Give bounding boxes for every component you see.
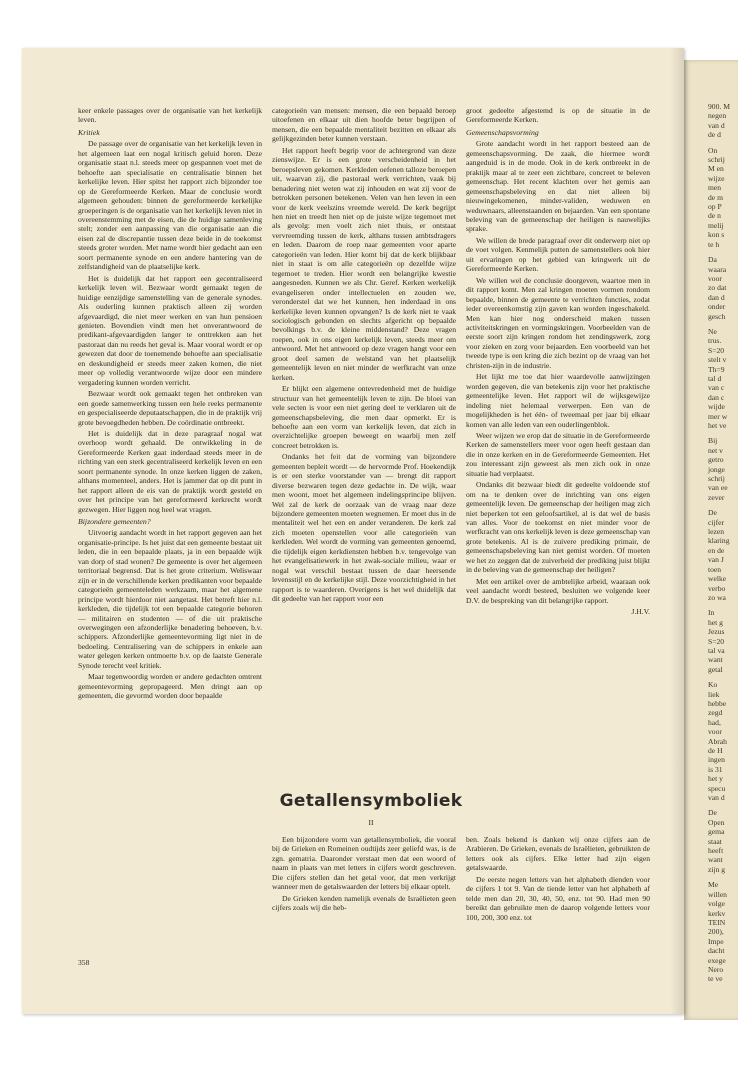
intro-text: keer enkele passages over de organisatie van het kerkelijk leven. [78,106,262,125]
section-heading-bijzondere-gemeenten: Bijzondere gemeenten? [78,517,151,527]
adjacent-page-fragment: De cijfer lezen klaring en de van J toen welke verbo zo wa [708,508,730,602]
paragraph: Er blijkt een algemene ontevredenheid met de huidige structuur van het gemeentelijk leven te zijn. De bloei van vele secten is voor een niet gering deel te verklaren uit de gemeenschapsbeleving, die men daar opmerkt. Er is behoefte aan een vorm van kerkelijk leven, dat zich in overzichtelijke groepen beweegt en waarbij men zelf concreet betrokken is. [272,384,456,450]
adjacent-page-fragment: Ko liek hebbe zegd had, voor Abrah de H ingen is 31 het y specu van d [708,680,727,803]
paragraph: categorieën van mensen: mensen, die een bepaald beroep uitoefenen en elkaar uit dien hoofde beter begrijpen of mensen, die een bepaalde mentaliteit bezitten en elkaar als gelijkgezinden beter kunnen verstaan. [272,106,456,144]
paragraph: De passage over de organisatie van het kerkelijk leven in het algemeen laat een nogal kritisch geluid horen. Deze organisatie staat n.l. steeds meer op gespannen voet met de behoefte aan specialisatie en centralisatie binnen het kerkelijke leven. Hier spitst het rapport zich bijzonder toe op de Gereformeerde Kerken. Maar de conclusie wordt algemeen gehouden: binnen de gereformeerde kerkelijke groeperingen is de organisatie van het kerkelijk leven niet in overeenstemming met de eisen, die de huidige samenleving stelt; zonder een aanpassing van die organisatie aan die eisen zal de discrepantie tussen deze beide in de toekomst steeds groter worden. Met name wordt hier gedacht aan een soort permanente synode en een andere hantering van de zelfstandigheid van de plaatselijke kerk. [78,139,262,272]
paragraph: Grote aandacht wordt in het rapport besteed aan de gemeenschapsvorming. De zaak, die hiermee wordt aangeduid is in de mode. Ook in de kerk ontbreekt in de praktijk maar al te zeer een zichtbare, concreet te beleven gemeenschap. Het recent klachten over het gemis aan gemeenschapsbeleving en dat niet alleen bij nieuwingekomenen, minder-validen, weduwen en weduwnaars, alleenstaanden en bejaarden. Van een spontane beleving van de gemeenschap der heiligen is nauwelijks sprake. [466,139,650,234]
magazine-page [22,48,684,1014]
paragraph: Bezwaar wordt ook gemaakt tegen het ontbreken van een goede samenwerking tussen een hele reeks permanente en gespecialiseerde deputaatschappen, die in de praktijk vrij grote bevoegdheden hebben. De coördinatie ontbreekt. [78,389,262,427]
paragraph: Het is duidelijk dat het rapport een gecentraliseerd kerkelijk leven wil. Bezwaar wordt gemaakt tegen de huidige eenzijdige samenstelling van de generale synodes. Als ouderling kunnen praktisch alleen zij worden afgevaardigd, die niet meer werken en van hun pensioen genieten. Bovendien vindt men het onverantwoord de predikant-afgevaardigden langer te onttrekken aan het pastoraat dan nu reeds het geval is. Maar vooral wordt er op gewezen dat door de toenemende behoefte aan specialisatie en deskundigheid er steeds meer zaken komen, die niet meer op volledig verantwoorde wijze door een mindere vergadering kunnen worden verricht. [78,273,262,387]
adjacent-page-fragment: Me willen volge kerkv TEIN 200), Impe dacht exege Nero te ve [708,880,727,984]
paragraph: We willen de brede paragraaf over dit onderwerp niet op de voet volgen. Kenmelijk putten de samenstellers ook hier uit ervaringen op het gebied van kringwerk uit de Gereformeerde Kerken. [466,235,650,274]
paragraph: Maar tegenwoordig worden er andere gedachten omtrent gemeentevorming gepropageerd. Men dringt aan op gemeenten, die gevormd worden door bepaalde [78,672,262,701]
column-3 [466,106,650,617]
author-signature: J.H.V. [631,607,650,617]
adjacent-page-fragment: On schrij M en wijze men de m op P de n melij kon s te h [708,145,725,249]
article-part-number: II [368,818,374,827]
paragraph: Het lijkt me toe dat hier waardevolle aanwijzingen worden gegeven, die van betekenis zijn voor het praktische gemeentelijke leven. Het rapport wil de wijksgewijze indeling niet helemaal verwerpen. Een van de mogelijkheden is het één- of tweemaal per jaar bij elkaar komen van alle leden van een ouderlingenblok. [466,372,650,429]
paragraph: Het is duidelijk dat in deze paragraaf nogal wat overhoop wordt gehaald. De ontwikkeling in de Gereformeerde Kerken gaat inderdaad steeds meer in de richting van een sterk gecentraliseerd kerkelijk leven en een soort permanente synode. In onze kerken liggen de zaken, althans momenteel, anders. Het is jammer dat op dit punt in het rapport alleen de eis van de praktijk wordt gesteld en over het principe van het gereformeerd kerkrecht wordt gezwegen. Hier liggen nog heel wat vragen. [78,428,262,514]
adjacent-page-fragment: Bij net v getro jonge schrij van ee zever [708,436,728,502]
adjacent-page-fragment: Ne trus. S=20 stelt v Th=9 tal d van c dan c wijde mer w het ve [708,326,728,430]
adjacent-page-fragment: Da waara voor zo dat dan d onder gesch [708,255,727,321]
adjacent-page-fragment: In het g Jezus S=20 tal va want getal [708,608,725,674]
article-column-right [466,835,650,924]
column-1 [78,106,262,703]
paragraph: Met een artikel over de ambtelijke arbeid, waaraan ook veel aandacht wordt besteed, besluiten we volgende keer D.V. de bespreking van dit belangrijke rapport. [466,576,650,605]
paragraph: Weer wijzen we erop dat de situatie in de Gereformeerde Kerken de samenstellers meer voor ogen heeft gestaan dan die in onze kerken en in de Gereformeerde Gemeenten. Het zou interessant zijn geweest als men zich ook in onze situatie had verplaatst. [466,430,650,478]
paragraph: De Grieken kenden namelijk evenals de Israëlieten geen cijfers zoals wij die heb- [272,893,456,913]
adjacent-page [684,60,738,1020]
paragraph: Een bijzondere vorm van getallensymboliek, die vooral bij de Grieken en Romeinen oudtijds zeer geliefd was, is de zgn. gematria. Daaronder verstaat men dat een woord of naam in plaats van met letters in cijfers wordt geschreven. Die cijfers stellen dan het getal voor, dat men verkrijgt wanneer men de getalswaarden der letters bij elkaar optelt. [272,835,456,892]
paragraph: Uitvoerig aandacht wordt in het rapport gegeven aan het organisatie-principe. Is het juist dat een gemeente bestaat uit leden, die in een bepaalde plaats, ja in een bepaalde wijk van dorp of stad wonen? De gemeente is over het algemeen territoriaal begrensd. Dat is het grote criterium. Weliswaar zijn er in de verschillende kerken predikanten voor bepaalde categorieën gemeenteleden werkzaam, maar het algemene principe wordt hierdoor niet aangetast. Het betreft hier n.l. kerkleden, die tijdelijk tot een bepaalde categorie behoren — militairen en studenten — of die uit praktische overwegingen een afzonderlijke benadering behoeven, b.v. schippers. Afzonderlijke gemeentevorming ligt niet in de bedoeling. Centralisering van de schippers in enkele aan water gelegen kerken ontmoette b.v. op de laatste Generale Synode terecht veel kritiek. [78,528,262,670]
adjacent-page-text [708,102,738,990]
adjacent-page-fragment: 900. M negen van d de d [708,102,730,140]
paragraph: De eerste negen letters van het alphabeth dienden voor de cijfers 1 tot 9. Van de tiende letter van het alphabeth af telde men dan 20, 30, 40, 50, enz. tot 90. Had men 90 bereikt dan gebruikte men de daarop volgende letters voor 100, 200, 300 enz. tot [466,874,650,922]
paragraph: Ondanks het feit dat de vorming van bijzondere gemeenten bepleit wordt — de hervormde Prof. Hoekendijk is er een sterke voorstander van — brengt dit rapport diverse bezwaren tegen deze gedachte in. De wijk, waar men woont, moet het algemeen indelingsprincipe blijven. Wel zal de kerk de oorzaak van de vraag naar deze bijzondere gemeenten moeten wegnemen. Er moet dus in de mentaliteit wel het een en ander veranderen. De kerk zal zich moeten openstellen voor alle categorieën van kerkleden. Wel wordt de vorming van gemeenten genoemd, die tijdelijk eigen kerkdiensten hebben b.v. tengevolge van het evangelisatiewerk in het zwak-sociale milieu, waar er nogal wat verschil bestaat tussen de daar heersende levensstijl en de kerkelijke stijl. Deze voorzichtigheid in het rapport is te waarderen. Overigens is het wel duidelijk dat dit gedeelte van het rapport voor een [272,452,456,604]
paragraph: groot gedeelte afgestemd is op de situatie in de Gereformeerde Kerken. [466,106,650,125]
adjacent-page-fragment: De Open gema staat heeft want zijn g [708,808,726,874]
paragraph: Ondanks dit bezwaar biedt dit gedeelte voldoende stof om na te denken over de inrichting van ons eigen gemeentelijk leven. De gemeenschap der heiligen mag zich niet beperken tot een geloofsartikel, al is dat wel de basis van alles. Voor de toekomst en niet minder voor de werfkracht van ons kerkelijk leven is deze gemeenschap van grote betekenis. Al is de zuivere prediking primair, de gemeenschapsbeleving kan niet gemist worden. Of moeten we het zo zeggen dat de zuiverheid der prediking juist blijkt in de beleving van de gemeenschap der heiligen? [466,480,650,575]
paragraph: Het rapport heeft begrip voor de achtergrond van deze zienswijze. Er is een grote verscheidenheid in het beroepsleven gekomen. Kerkleden oefenen talloze beroepen uit, waarvan zij, die pastoraal werk verrichten, vaak bij benadering niet weten wat zij inhouden en wat zij voor de betrokken personen betekenen. Velen van hen leven in een voor de kerk veelszins vreemde wereld. De kerk begrijpt hen niet en treedt hen niet op de juiste wijze tegemoet met als gevolg: men voelt zich niet thuis, er ontstaat vervreemding tussen de kerk, althans tussen ambtsdragers en leden. Daarom de roep naar gemeenten voor aparte categorieën van leden. Hier komt bij dat de kerk blijkbaar niet in staat is om alle categorieën op dezelfde wijze tegemoet te treden. Hier wordt een belangrijke kwestie aangesneden. Kunnen we als Chr. Geref. Kerken werkelijk evangeliseren onder intellectuelen en zouden we, veronderstel dat we het kunnen, hen inderdaad in ons kerkelijke leven kunnen opvangen? Is de kerk niet te vaak sociologisch gebonden en slechts afgericht op bepaalde bevolkings b.v. de kleine middenstand? Deze vragen roepen, ook in ons eigen kerkelijk leven, steeds meer om antwoord. Met het antwoord op deze vragen hangt voor een groot deel samen de welstand van het plaatselijk gemeentelijk leven en niet minder de werfkracht van onze kerken. [272,145,456,382]
column-2 [272,106,456,606]
section-heading-kritiek: Kritiek [78,127,100,137]
paragraph: We willen wel de conclusie doorgeven, waartoe men in dit rapport komt. Men zal kringen moeten vormen rondom bepaalde, binnen de gemeente te verrichten functies, zodat ieder overeenkomstig zijn gaven kan worden ingeschakeld. Men kan hier nog onderscheid maken tussen activiteitskringen en vormingskringen. Voorbeelden van de eerste soort zijn kringen rondom het zendingswerk, zorg voor zieken en zorg voor bejaarden. Een voorbeeld van het tweede type is een kring die zich bezint op de vraag van het christen-zijn in de industrie. [466,275,650,370]
page-number: 358 [78,958,90,967]
article-column-left [272,835,456,915]
article-title: Getallensymboliek [279,791,463,811]
page-fold-shadow [670,48,684,1014]
paragraph: ben. Zoals bekend is danken wij onze cijfers aan de Arabieren. De Grieken, evenals de Israëlieten, gebruikten de letters ook als cijfers. Elke letter had zijn eigen getalswaarde. [466,835,650,873]
section-heading-gemeenschapsvorming: Gemeenschapsvorming [466,127,539,137]
